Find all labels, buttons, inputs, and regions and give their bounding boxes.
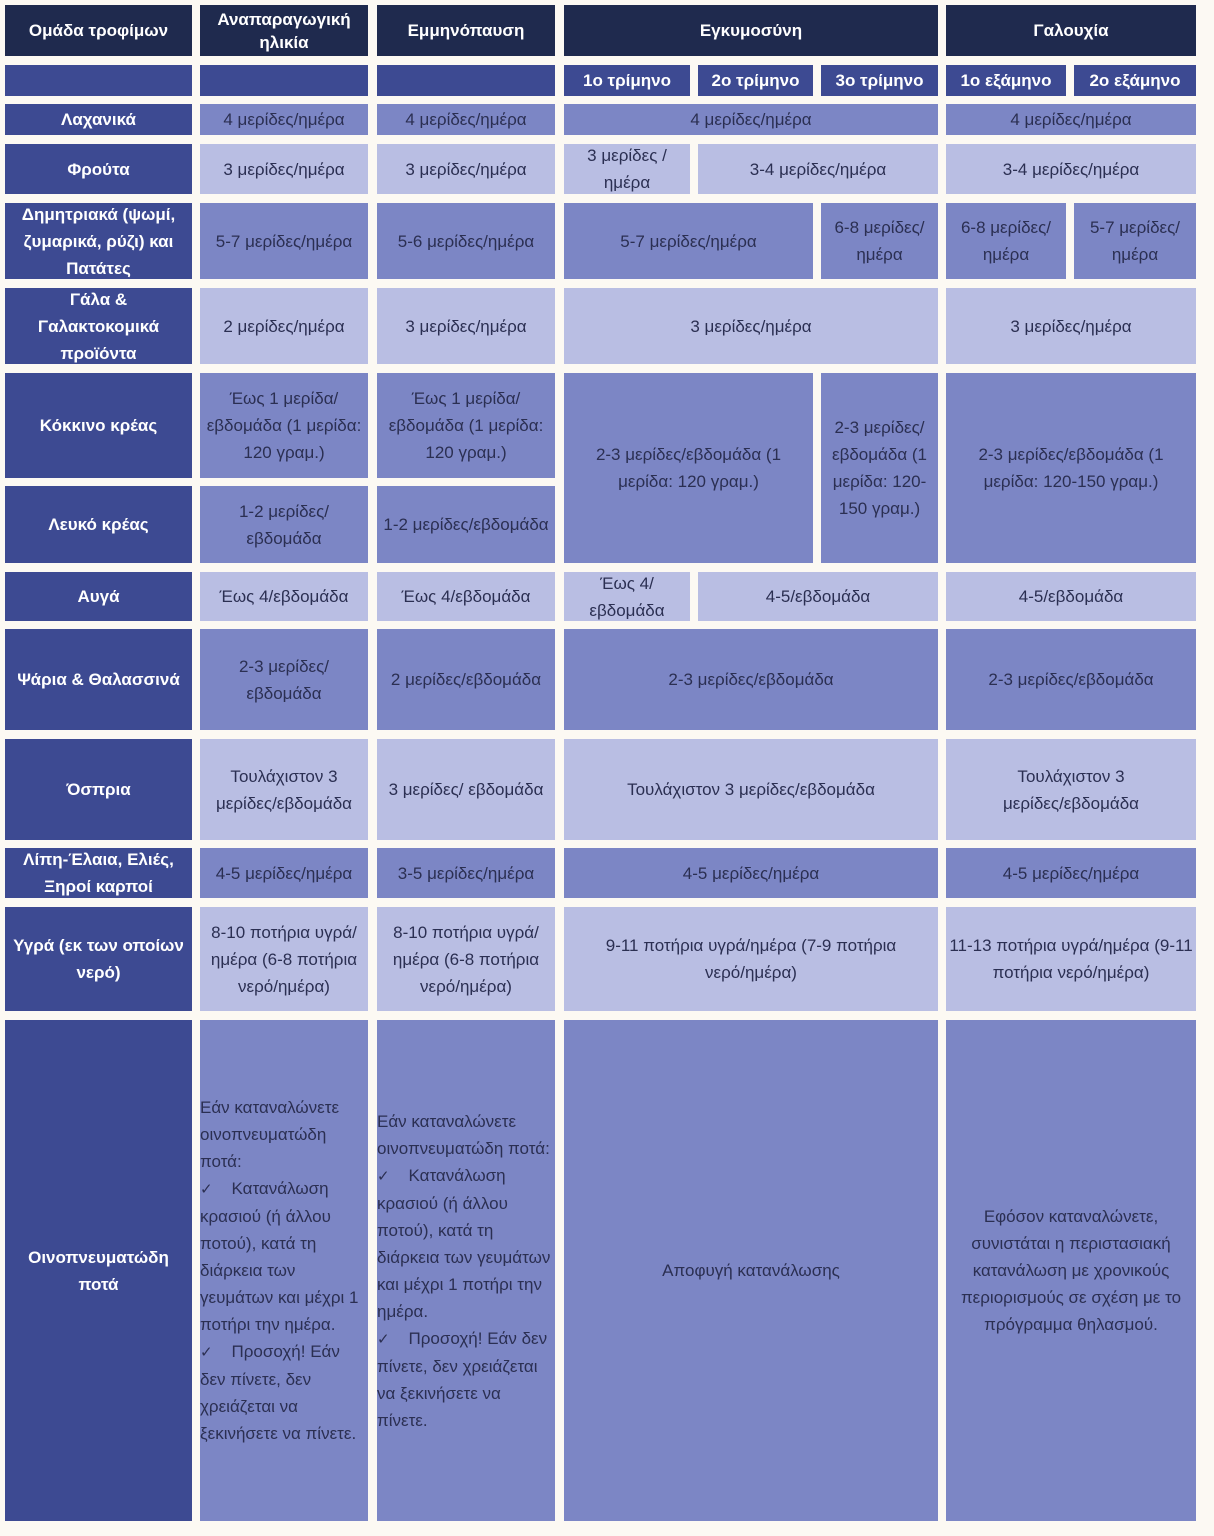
subheader-semester-1: 1ο εξάμηνο	[946, 65, 1066, 96]
subheader-trimester-2: 2ο τρίμηνο	[698, 65, 813, 96]
check-icon: ✓	[200, 1180, 213, 1198]
cell-meat-pregnancy-t3: 2-3 μερίδες/ εβδομάδα (1 μερίδα: 120-150 γραμ.)	[821, 373, 938, 563]
subheader-empty-reproductive	[200, 65, 368, 96]
cell-dairy-lactation: 3 μερίδες/ημέρα	[946, 288, 1196, 364]
cell-alcohol-pregnancy: Αποφυγή κατανάλωσης	[564, 1020, 938, 1521]
row-label-cereals: Δημητριακά (ψωμί, ζυμαρικά, ρύζι) και Πατάτες	[5, 203, 192, 279]
cell-fruits-lactation: 3-4 μερίδες/ημέρα	[946, 144, 1196, 194]
cell-white-meat-menopause: 1-2 μερίδες/εβδομάδα	[377, 486, 555, 563]
cell-alcohol-reproductive	[200, 1020, 368, 1521]
cell-red-meat-reproductive: Έως 1 μερίδα/εβδομάδα (1 μερίδα: 120 γραμ.)	[200, 373, 368, 478]
cell-legumes-menopause: 3 μερίδες/ εβδομάδα	[377, 739, 555, 840]
cell-cereals-lactation-s1: 6-8 μερίδες/ ημέρα	[946, 203, 1066, 279]
cell-fluids-pregnancy: 9-11 ποτήρια υγρά/ημέρα (7-9 ποτήρια νερό/ημέρα)	[564, 907, 938, 1011]
header-lactation: Γαλουχία	[946, 5, 1196, 56]
subheader-semester-2: 2ο εξάμηνο	[1074, 65, 1196, 96]
subheader-empty-menopause	[377, 65, 555, 96]
alcohol-reproductive-point-2: Προσοχή! Εάν δεν πίνετε, δεν χρειάζεται να ξεκινήσετε να πίνετε.	[200, 1342, 357, 1443]
cell-vegetables-reproductive: 4 μερίδες/ημέρα	[200, 104, 368, 135]
cell-dairy-pregnancy: 3 μερίδες/ημέρα	[564, 288, 938, 364]
cell-fats-pregnancy: 4-5 μερίδες/ημέρα	[564, 848, 938, 898]
cell-legumes-pregnancy: Τουλάχιστον 3 μερίδες/εβδομάδα	[564, 739, 938, 840]
alcohol-menopause-point-2: Προσοχή! Εάν δεν πίνετε, δεν χρειάζεται να ξεκινήσετε να πίνετε.	[377, 1328, 548, 1430]
cell-red-meat-menopause: Έως 1 μερίδα/εβδομάδα (1 μερίδα: 120 γραμ.)	[377, 373, 555, 478]
cell-eggs-pregnancy-t1: Έως 4/εβδομάδα	[564, 572, 690, 621]
cell-alcohol-lactation: Εφόσον καταναλώνετε, συνιστάται η περιστασιακή κατανάλωση με χρονικούς περιορισμούς σε σχέση με το πρόγραμμα θηλασμού.	[946, 1020, 1196, 1521]
check-icon: ✓	[377, 1329, 390, 1348]
cell-dairy-menopause: 3 μερίδες/ημέρα	[377, 288, 555, 364]
cell-cereals-reproductive: 5-7 μερίδες/ημέρα	[200, 203, 368, 279]
row-label-fats: Λίπη-Έλαια, Ελιές, Ξηροί καρποί	[5, 848, 192, 898]
cell-fruits-menopause: 3 μερίδες/ημέρα	[377, 144, 555, 194]
cell-white-meat-reproductive: 1-2 μερίδες/εβδομάδα	[200, 486, 368, 563]
cell-cereals-menopause: 5-6 μερίδες/ημέρα	[377, 203, 555, 279]
alcohol-reproductive-intro: Εάν καταναλώνετε οινοπνευματώδη ποτά:	[200, 1098, 340, 1171]
cell-eggs-reproductive: Έως 4/εβδομάδα	[200, 572, 368, 621]
cell-fats-lactation: 4-5 μερίδες/ημέρα	[946, 848, 1196, 898]
cell-meat-lactation: 2-3 μερίδες/εβδομάδα (1 μερίδα: 120-150 γραμ.)	[946, 373, 1196, 563]
cell-fruits-pregnancy-t23: 3-4 μερίδες/ημέρα	[698, 144, 938, 194]
cell-fruits-pregnancy-t1: 3 μερίδες /ημέρα	[564, 144, 690, 194]
cell-vegetables-pregnancy: 4 μερίδες/ημέρα	[564, 104, 938, 135]
cell-cereals-lactation-s2: 5-7 μερίδες/ ημέρα	[1074, 203, 1196, 279]
subheader-trimester-3: 3ο τρίμηνο	[821, 65, 938, 96]
check-icon: ✓	[377, 1166, 390, 1185]
header-pregnancy: Εγκυμοσύνη	[564, 5, 938, 56]
row-label-vegetables: Λαχανικά	[5, 104, 192, 135]
cell-vegetables-menopause: 4 μερίδες/ημέρα	[377, 104, 555, 135]
cell-fruits-reproductive: 3 μερίδες/ημέρα	[200, 144, 368, 194]
row-label-legumes: Όσπρια	[5, 739, 192, 840]
cell-fluids-lactation: 11-13 ποτήρια υγρά/ημέρα (9-11 ποτήρια νερό/ημέρα)	[946, 907, 1196, 1011]
header-food-group: Ομάδα τροφίμων	[5, 5, 192, 56]
alcohol-menopause-intro: Εάν καταναλώνετε οινοπνευματώδη ποτά:	[377, 1111, 550, 1158]
subheader-empty-food	[5, 65, 192, 96]
row-label-alcohol: Οινοπνευματώδη ποτά	[5, 1020, 192, 1521]
cell-fluids-reproductive: 8-10 ποτήρια υγρά/ημέρα (6-8 ποτήρια νερό/ημέρα)	[200, 907, 368, 1011]
cell-fats-menopause: 3-5 μερίδες/ημέρα	[377, 848, 555, 898]
cell-alcohol-menopause	[377, 1020, 555, 1521]
row-label-white-meat: Λευκό κρέας	[5, 486, 192, 563]
row-label-fruits: Φρούτα	[5, 144, 192, 194]
header-reproductive-age: Αναπαραγωγική ηλικία	[200, 5, 368, 56]
alcohol-reproductive-point-1: Κατανάλωση κρασιού (ή άλλου ποτού), κατά τη διάρκεια των γευμάτων και μέχρι 1 ποτήρι την ημέρα.	[200, 1179, 359, 1334]
cell-meat-pregnancy-t12: 2-3 μερίδες/εβδομάδα (1 μερίδα: 120 γραμ.)	[564, 373, 813, 563]
row-label-fluids: Υγρά (εκ των οποίων νερό)	[5, 907, 192, 1011]
row-label-red-meat: Κόκκινο κρέας	[5, 373, 192, 478]
header-menopause: Εμμηνόπαυση	[377, 5, 555, 56]
cell-legumes-lactation: Τουλάχιστον 3 μερίδες/εβδομάδα	[946, 739, 1196, 840]
cell-fish-reproductive: 2-3 μερίδες/εβδομάδα	[200, 629, 368, 730]
check-icon: ✓	[200, 1343, 213, 1361]
cell-cereals-pregnancy-t12: 5-7 μερίδες/ημέρα	[564, 203, 813, 279]
cell-legumes-reproductive: Τουλάχιστον 3 μερίδες/εβδομάδα	[200, 739, 368, 840]
alcohol-menopause-point-1: Κατανάλωση κρασιού (ή άλλου ποτού), κατά τη διάρκεια των γευμάτων και μέχρι 1 ποτήρι την ημέρα.	[377, 1165, 551, 1321]
cell-vegetables-lactation: 4 μερίδες/ημέρα	[946, 104, 1196, 135]
row-label-fish: Ψάρια & Θαλασσινά	[5, 629, 192, 730]
cell-cereals-pregnancy-t3: 6-8 μερίδες/ ημέρα	[821, 203, 938, 279]
subheader-trimester-1: 1ο τρίμηνο	[564, 65, 690, 96]
row-label-dairy: Γάλα & Γαλακτοκομικά προϊόντα	[5, 288, 192, 364]
cell-fish-menopause: 2 μερίδες/εβδομάδα	[377, 629, 555, 730]
cell-dairy-reproductive: 2 μερίδες/ημέρα	[200, 288, 368, 364]
cell-fish-pregnancy: 2-3 μερίδες/εβδομάδα	[564, 629, 938, 730]
cell-eggs-lactation: 4-5/εβδομάδα	[946, 572, 1196, 621]
cell-fats-reproductive: 4-5 μερίδες/ημέρα	[200, 848, 368, 898]
cell-eggs-menopause: Έως 4/εβδομάδα	[377, 572, 555, 621]
row-label-eggs: Αυγά	[5, 572, 192, 621]
cell-eggs-pregnancy-t23: 4-5/εβδομάδα	[698, 572, 938, 621]
cell-fluids-menopause: 8-10 ποτήρια υγρά/ημέρα (6-8 ποτήρια νερό/ημέρα)	[377, 907, 555, 1011]
cell-fish-lactation: 2-3 μερίδες/εβδομάδα	[946, 629, 1196, 730]
